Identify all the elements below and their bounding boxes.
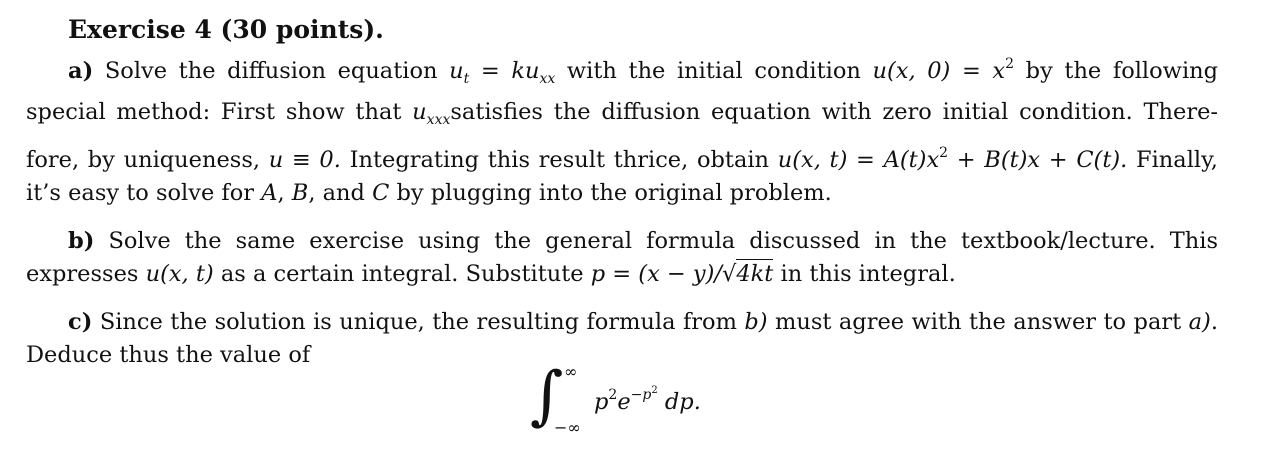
exercise-title: Exercise 4 (30 points). bbox=[68, 15, 384, 44]
part-a-ic-equals: = bbox=[961, 58, 981, 84]
part-c-ref-a: a) bbox=[1188, 309, 1211, 335]
integrand: $p^2e^{-p^2}$ dp. bbox=[594, 385, 701, 415]
part-a-paragraph bbox=[26, 48, 1218, 210]
integral-upper-limit: ∞ bbox=[564, 362, 578, 381]
exercise-page bbox=[26, 12, 1218, 372]
part-a-text-1: Solve the diffusion equation bbox=[104, 58, 438, 84]
part-c-text-2: must agree with the answer to part bbox=[775, 309, 1182, 335]
part-c-ref-b: b) bbox=[744, 309, 768, 335]
part-a-ic-rhs: $x^2$ bbox=[992, 56, 1015, 84]
part-a-comma-1: , bbox=[277, 180, 285, 206]
part-b-text-2: expresses bbox=[26, 261, 139, 287]
part-b-eq-uxt: u(x, t) bbox=[145, 261, 214, 287]
part-a-text-8: Finally, it’s easy to solve for bbox=[26, 147, 1218, 206]
part-a-eq-uniqueness: u ≡ 0. bbox=[268, 147, 341, 173]
part-a-var-c: C bbox=[372, 180, 390, 206]
part-a-text-9: by plugging into the original problem. bbox=[396, 180, 832, 206]
part-b-text-4: in this integral. bbox=[780, 261, 956, 287]
integral-lower-limit: −∞ bbox=[554, 418, 581, 437]
part-a-initial-condition: u(x, 0) bbox=[872, 58, 951, 84]
part-a-eq-ut: $u_t$ bbox=[449, 58, 470, 87]
part-b-eq-substitution: p = (x − y)/√4kt bbox=[590, 261, 774, 287]
part-a-text-5: satisfies the diffusion equation with zero initial condition. There- bbox=[450, 99, 1218, 125]
part-a-eq-uxxx: $u_{xxx}$ bbox=[412, 99, 451, 128]
integral-sign: ∫ bbox=[530, 359, 564, 433]
part-a-comma-2: , and bbox=[308, 180, 365, 206]
part-b-label: b) bbox=[68, 228, 95, 254]
part-a-eq-uxt: u(x, t) bbox=[777, 147, 848, 173]
part-a-label: a) bbox=[68, 58, 94, 84]
part-a-eq-equals: = bbox=[480, 58, 500, 84]
integral-expression bbox=[530, 359, 750, 442]
part-a-text-2: with the initial condition bbox=[566, 58, 861, 84]
part-a-text-4: special method: First show that bbox=[26, 99, 402, 125]
part-b-text-1: Solve the same exercise using the general formula discussed in the textbook/lecture. This bbox=[108, 228, 1218, 254]
part-c-text-3: . Deduce thus the value of bbox=[26, 309, 1218, 368]
part-a-var-b: B bbox=[291, 180, 309, 206]
part-a-text-7: Integrating this result thrice, obtain bbox=[349, 147, 770, 173]
part-a-eq-uxt-equals: = bbox=[856, 147, 875, 173]
part-b-paragraph bbox=[26, 225, 1218, 291]
part-a-eq-polynomial: $A(t)x^2 + B(t)x + C(t)$. bbox=[883, 145, 1128, 173]
part-c-text-1: Since the solution is unique, the resulting formula from bbox=[99, 309, 737, 335]
part-c-label: c) bbox=[68, 309, 93, 335]
part-b-text-3: as a certain integral. Substitute bbox=[220, 261, 584, 287]
part-a-text-6: fore, by uniqueness, bbox=[26, 147, 261, 173]
part-a-var-a: A bbox=[261, 180, 278, 206]
part-a-text-3: by the following bbox=[1025, 58, 1219, 84]
part-a-eq-kuxx: $ku_{xx}$ bbox=[511, 58, 556, 87]
